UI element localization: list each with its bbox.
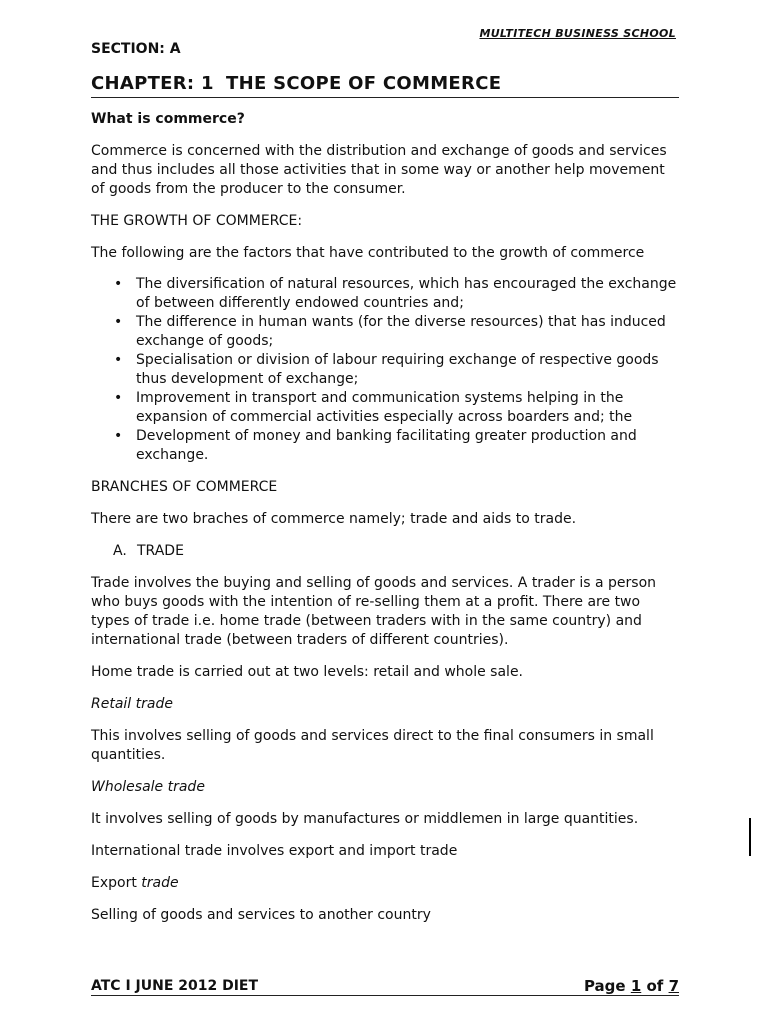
chapter-heading: [91, 73, 679, 98]
list-item: • The diversification of natural resources, which has encouraged the exchange of between differently endowed countries and;: [114, 276, 677, 311]
branches-intro: There are two braches of commerce namely; trade and aids to trade.: [91, 511, 577, 527]
wholesale-heading: Wholesale trade: [91, 779, 205, 795]
wholesale-paragraph: It involves selling of goods by manufactures or middlemen in large quantities.: [91, 811, 639, 827]
export-heading: [91, 874, 679, 893]
total-pages: 7: [668, 977, 679, 995]
school-name: MULTITECH BUSINESS SCHOOL: [479, 27, 676, 40]
retail-heading: Retail trade: [91, 696, 173, 712]
home-trade-paragraph: Home trade is carried out at two levels: retail and whole sale.: [91, 664, 524, 680]
bullet-icon: •: [114, 390, 123, 406]
trade-subheading: [91, 542, 679, 561]
growth-factors-list: [91, 275, 679, 465]
trade-letter: A.: [113, 543, 127, 559]
list-item: • Specialisation or division of labour requiring exchange of respective goods thus development of exchange;: [114, 352, 659, 387]
retail-paragraph: This involves selling of goods and services direct to the final consumers in small quantities.: [91, 728, 654, 763]
bullet-icon: •: [114, 314, 123, 330]
trade-heading: TRADE: [137, 543, 184, 559]
growth-heading: THE GROWTH OF COMMERCE:: [91, 213, 303, 229]
trade-paragraph: Trade involves the buying and selling of goods and services. A trader is a person who buys goods with the intention of re-selling them at a profit. There are two types of trade i.e. home trade (between traders with in the same country) and international trade (between traders of different countries).: [91, 575, 657, 648]
page-footer: [91, 977, 679, 996]
question-heading: What is commerce?: [91, 111, 245, 127]
branches-heading: BRANCHES OF COMMERCE: [91, 479, 278, 495]
chapter-title: THE SCOPE OF COMMERCE: [226, 73, 502, 94]
bullet-icon: •: [114, 276, 123, 292]
list-item: • The difference in human wants (for the diverse resources) that has induced exchange of goods;: [114, 314, 666, 349]
section-label: SECTION: A: [91, 41, 181, 57]
bullet-icon: •: [114, 352, 123, 368]
list-item: • Development of money and banking facilitating greater production and exchange.: [114, 428, 637, 463]
definition-paragraph: Commerce is concerned with the distribution and exchange of goods and services and thus includes all those activities that in some way or another help movement of goods from the producer to the consumer.: [91, 143, 667, 197]
list-item: • Improvement in transport and communication systems helping in the expansion of commercial activities especially across boarders and; the: [114, 390, 633, 425]
text-cursor: [749, 818, 751, 856]
page-number: Page 1 of 7: [583, 977, 679, 995]
footer-diet-label: ATC I JUNE 2012 DIET: [91, 978, 259, 994]
bullet-icon: •: [114, 428, 123, 444]
chapter-number: CHAPTER: 1: [91, 73, 214, 94]
export-word: Export: [91, 875, 137, 891]
export-trade-word: trade: [141, 875, 179, 891]
international-paragraph: International trade involves export and import trade: [91, 843, 458, 859]
growth-intro: The following are the factors that have contributed to the growth of commerce: [91, 245, 645, 261]
current-page: 1: [630, 977, 642, 995]
page-content: [91, 40, 679, 925]
export-paragraph: Selling of goods and services to another country: [91, 907, 431, 923]
